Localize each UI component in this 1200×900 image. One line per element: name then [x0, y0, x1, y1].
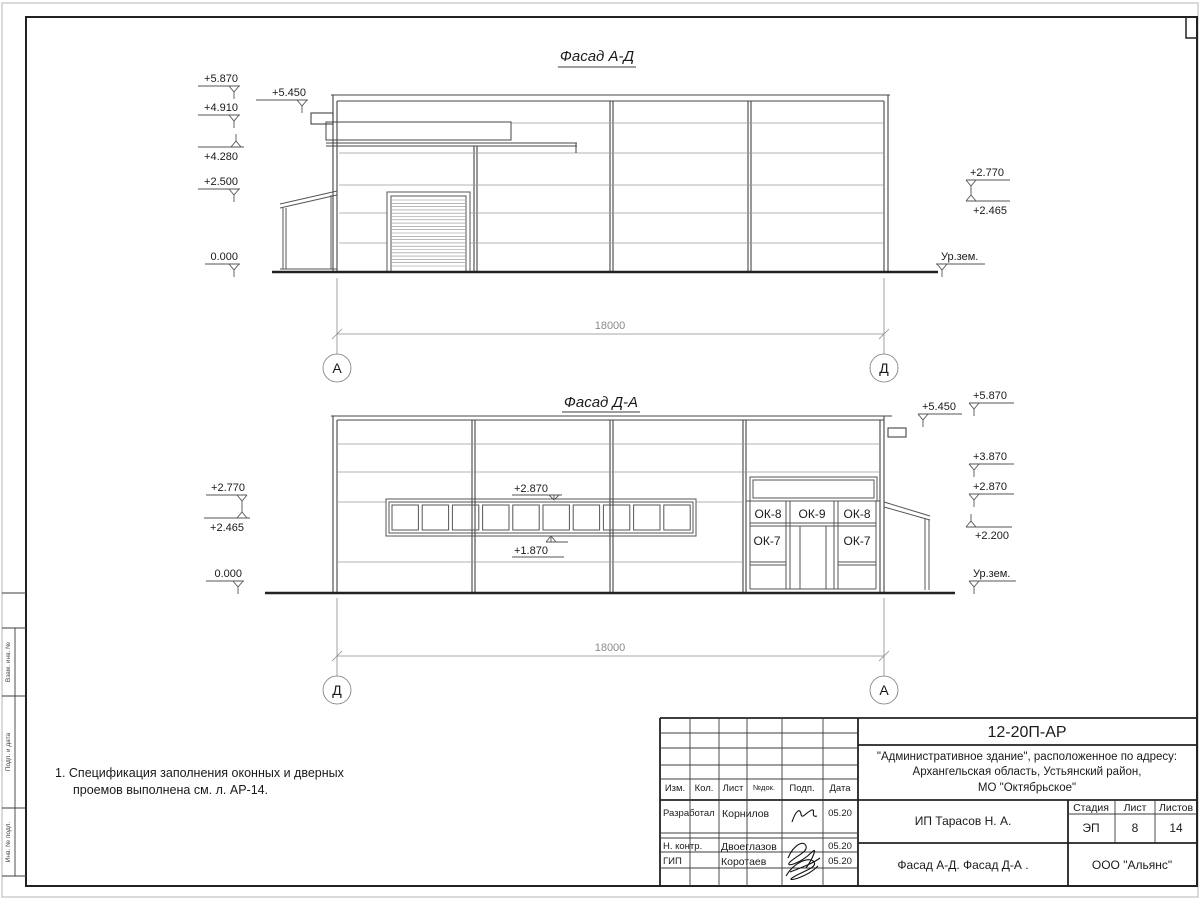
- ribbon-marks: [512, 483, 568, 557]
- row1-name: Корнилов: [722, 808, 770, 820]
- title-block: [660, 718, 1197, 886]
- mark: +2.500: [204, 176, 238, 188]
- company-name: ООО "Альянс": [1091, 858, 1173, 872]
- mark: +5.450: [272, 87, 306, 99]
- signature-1: [792, 810, 817, 822]
- mark: +2.770: [211, 482, 245, 494]
- window-label: ОК-8: [843, 507, 871, 521]
- row2-name: Двоеглазов: [721, 841, 777, 853]
- sheets-label: Листов: [1158, 802, 1194, 814]
- row1-role: Разработал: [663, 808, 715, 819]
- mark: +5.870: [973, 390, 1007, 402]
- ground-level-label: Ур.зем.: [973, 568, 1011, 580]
- strip-label-podp: Подп. и дата: [5, 732, 12, 772]
- axis-d: Д: [332, 682, 342, 698]
- col-ndoc: №док.: [753, 783, 775, 792]
- facade-a-d-title: Фасад А-Д: [559, 48, 635, 65]
- facade-d-a-marks-left: [204, 482, 250, 594]
- row3-name: Коротаев: [721, 856, 767, 868]
- roller-door-slats: [392, 200, 465, 266]
- facade-a-d-marks-right: [936, 167, 1010, 277]
- mark: +1.870: [514, 545, 548, 557]
- col-kol: Кол.: [694, 783, 714, 794]
- address-line-3: МО "Октябрьское": [977, 782, 1077, 794]
- sheets-value: 14: [1169, 821, 1183, 835]
- mark: +5.870: [204, 73, 238, 85]
- facade-a-d-siding: [339, 123, 884, 243]
- left-porch: [280, 191, 337, 269]
- facade-d-a-marks-right: [918, 390, 1016, 594]
- entrance-awning: [326, 122, 577, 153]
- facade-a-d-marks-left: [198, 73, 308, 277]
- col-izm: Изм.: [664, 783, 686, 794]
- mark: 0.000: [210, 251, 238, 263]
- facade-d-a-axes: [323, 598, 898, 704]
- mark: +4.280: [204, 151, 238, 163]
- row3-role: ГИП: [663, 856, 682, 867]
- address-line-1: "Административное здание", расположенное по адресу:: [876, 751, 1178, 763]
- signature-2: [786, 843, 820, 879]
- col-data: Дата: [829, 783, 851, 794]
- mark: +2.870: [514, 483, 548, 495]
- side-strip: [2, 593, 26, 876]
- address-line-2: Архангельская область, Устьянский район,: [912, 766, 1142, 778]
- facade-d-a: [204, 390, 1016, 704]
- note-line-2: проемов выполнена см. л. АР-14.: [73, 783, 269, 797]
- window-label: ОК-7: [843, 534, 871, 548]
- row1-date: 05.20: [828, 808, 852, 819]
- facade-d-a-siding: [337, 444, 880, 562]
- col-podp: Подп.: [789, 783, 815, 794]
- mark: +4.910: [204, 102, 238, 114]
- row2-role: Н. контр.: [663, 841, 703, 852]
- strip-label-vzam: Взам. инв. №: [5, 641, 12, 683]
- sheet-label: Лист: [1123, 802, 1147, 814]
- strip-label-inv: Инв. № подл.: [5, 821, 12, 863]
- ground-level-label: Ур.зем.: [941, 251, 979, 263]
- window-label: ОК-9: [798, 507, 826, 521]
- storefront: [746, 477, 880, 589]
- doc-number: 12-20П-АР: [987, 724, 1067, 741]
- facade-d-a-title: Фасад Д-А: [563, 394, 639, 411]
- window-label: ОК-8: [754, 507, 782, 521]
- axis-d: Д: [879, 360, 889, 376]
- facade-a-d-axes: [323, 278, 898, 382]
- axis-a: А: [332, 360, 342, 376]
- note: [55, 766, 345, 797]
- mark: +2.770: [970, 167, 1004, 179]
- ribbon-windows: [386, 499, 696, 536]
- note-line-1: 1. Спецификация заполнения оконных и дверных: [55, 766, 344, 780]
- row2-date: 05.20: [828, 841, 852, 852]
- stage-label: Стадия: [1073, 802, 1109, 814]
- facade-d-a-building: [331, 416, 906, 592]
- mark: +2.465: [973, 205, 1007, 217]
- sheet-value: 8: [1131, 821, 1139, 835]
- mark: +2.870: [973, 481, 1007, 493]
- axis-a: А: [879, 682, 889, 698]
- col-list: Лист: [722, 783, 744, 794]
- right-porch: [884, 502, 930, 590]
- storefront-labels: [754, 507, 871, 548]
- row3-date: 05.20: [828, 856, 852, 867]
- mark: +3.870: [973, 451, 1007, 463]
- dimension-18000: 18000: [594, 320, 626, 332]
- window-label: ОК-7: [753, 534, 781, 548]
- facade-a-d: [198, 48, 1010, 382]
- mark: +2.465: [210, 522, 244, 534]
- mark: 0.000: [214, 568, 242, 580]
- sheet-title: Фасад А-Д. Фасад Д-А .: [897, 858, 1029, 872]
- client-name: ИП Тарасов Н. А.: [914, 814, 1012, 828]
- stage-value: ЭП: [1082, 821, 1100, 835]
- mark: +5.450: [922, 401, 956, 413]
- mark: +2.200: [975, 530, 1009, 542]
- dimension-18000: 18000: [594, 642, 626, 654]
